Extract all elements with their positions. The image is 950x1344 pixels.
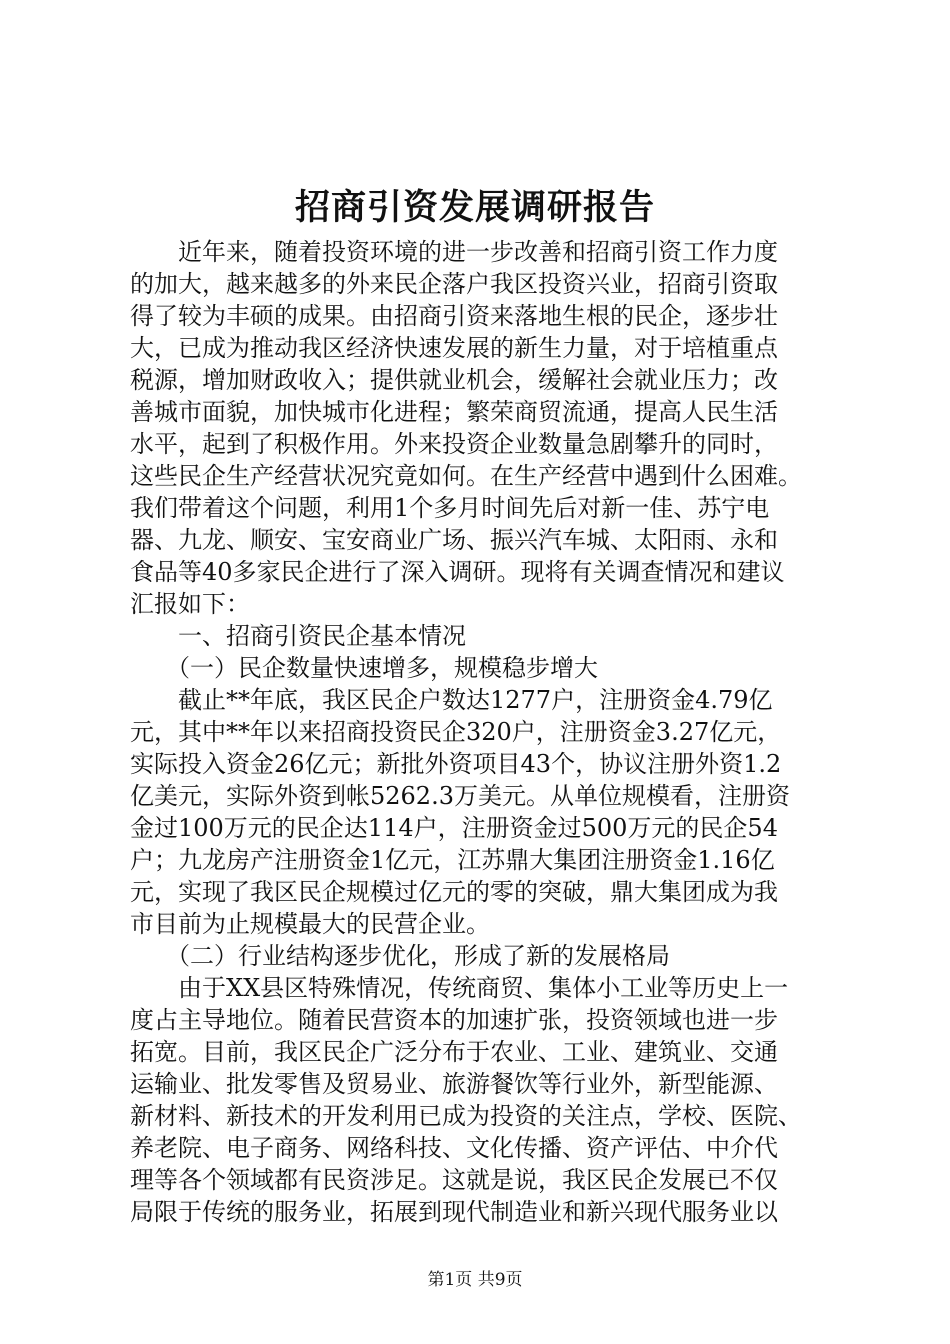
body-line: 局限于传统的服务业，拓展到现代制造业和新兴现代服务业以 — [130, 1198, 778, 1226]
body-line: 新材料、新技术的开发利用已成为投资的关注点，学校、医院、 — [130, 1102, 802, 1130]
subsection-heading: （一）民企数量快速增多，规模稳步增大 — [130, 654, 598, 682]
body-line: 器、九龙、顺安、宝安商业广场、振兴汽车城、太阳雨、永和 — [130, 526, 778, 554]
body-line: 善城市面貌，加快城市化进程；繁荣商贸流通，提高人民生活 — [130, 398, 778, 426]
body-line: 元，其中**年以来招商投资民企320户，注册资金3.27亿元， — [130, 718, 782, 746]
body-line: 户；九龙房产注册资金1亿元，江苏鼎大集团注册资金1.16亿 — [130, 846, 775, 874]
body-line: 亿美元，实际外资到帐5262.3万美元。从单位规模看，注册资 — [130, 782, 790, 810]
body-line: 这些民企生产经营状况究竟如何。在生产经营中遇到什么困难。 — [130, 462, 802, 490]
body-line: 养老院、电子商务、网络科技、文化传播、资产评估、中介代 — [130, 1134, 778, 1162]
document-title: 招商引资发展调研报告 — [294, 187, 655, 228]
section-heading: 一、招商引资民企基本情况 — [130, 622, 466, 650]
body-line: 金过100万元的民企达114户，注册资金过500万元的民企54 — [130, 814, 778, 842]
body-line: 度占主导地位。随着民营资本的加速扩张，投资领域也进一步 — [130, 1006, 778, 1034]
body-line: 截止**年底，我区民企户数达1277户，注册资金4.79亿 — [130, 686, 773, 714]
body-line: 元，实现了我区民企规模过亿元的零的突破，鼎大集团成为我 — [130, 878, 778, 906]
body-line: 得了较为丰硕的成果。由招商引资来落地生根的民企，逐步壮 — [130, 302, 778, 330]
page-footer: 第1页 共9页 — [427, 1270, 523, 1290]
body-line: 实际投入资金26亿元；新批外资项目43个，协议注册外资1.2 — [130, 750, 782, 778]
body-line: 水平，起到了积极作用。外来投资企业数量急剧攀升的同时， — [130, 430, 778, 458]
body-line: 理等各个领域都有民资涉足。这就是说，我区民企发展已不仅 — [130, 1166, 778, 1194]
document-body — [130, 236, 830, 1228]
body-line: 我们带着这个问题，利用1个多月时间先后对新一佳、苏宁电 — [130, 494, 770, 522]
body-line: 食品等40多家民企进行了深入调研。现将有关调查情况和建议 — [130, 558, 785, 586]
body-line: 由于XX县区特殊情况，传统商贸、集体小工业等历史上一 — [130, 974, 789, 1002]
body-line: 大，已成为推动我区经济快速发展的新生力量，对于培植重点 — [130, 334, 778, 362]
body-line: 的加大，越来越多的外来民企落户我区投资兴业，招商引资取 — [130, 270, 778, 298]
body-line: 运输业、批发零售及贸易业、旅游餐饮等行业外，新型能源、 — [130, 1070, 778, 1098]
body-line: 市目前为止规模最大的民营企业。 — [130, 910, 490, 938]
body-line: 税源，增加财政收入；提供就业机会，缓解社会就业压力；改 — [130, 366, 778, 394]
body-line: 拓宽。目前，我区民企广泛分布于农业、工业、建筑业、交通 — [130, 1038, 778, 1066]
body-line: 近年来，随着投资环境的进一步改善和招商引资工作力度 — [130, 238, 778, 266]
body-line: 汇报如下： — [130, 590, 250, 618]
subsection-heading: （二）行业结构逐步优化，形成了新的发展格局 — [130, 942, 670, 970]
